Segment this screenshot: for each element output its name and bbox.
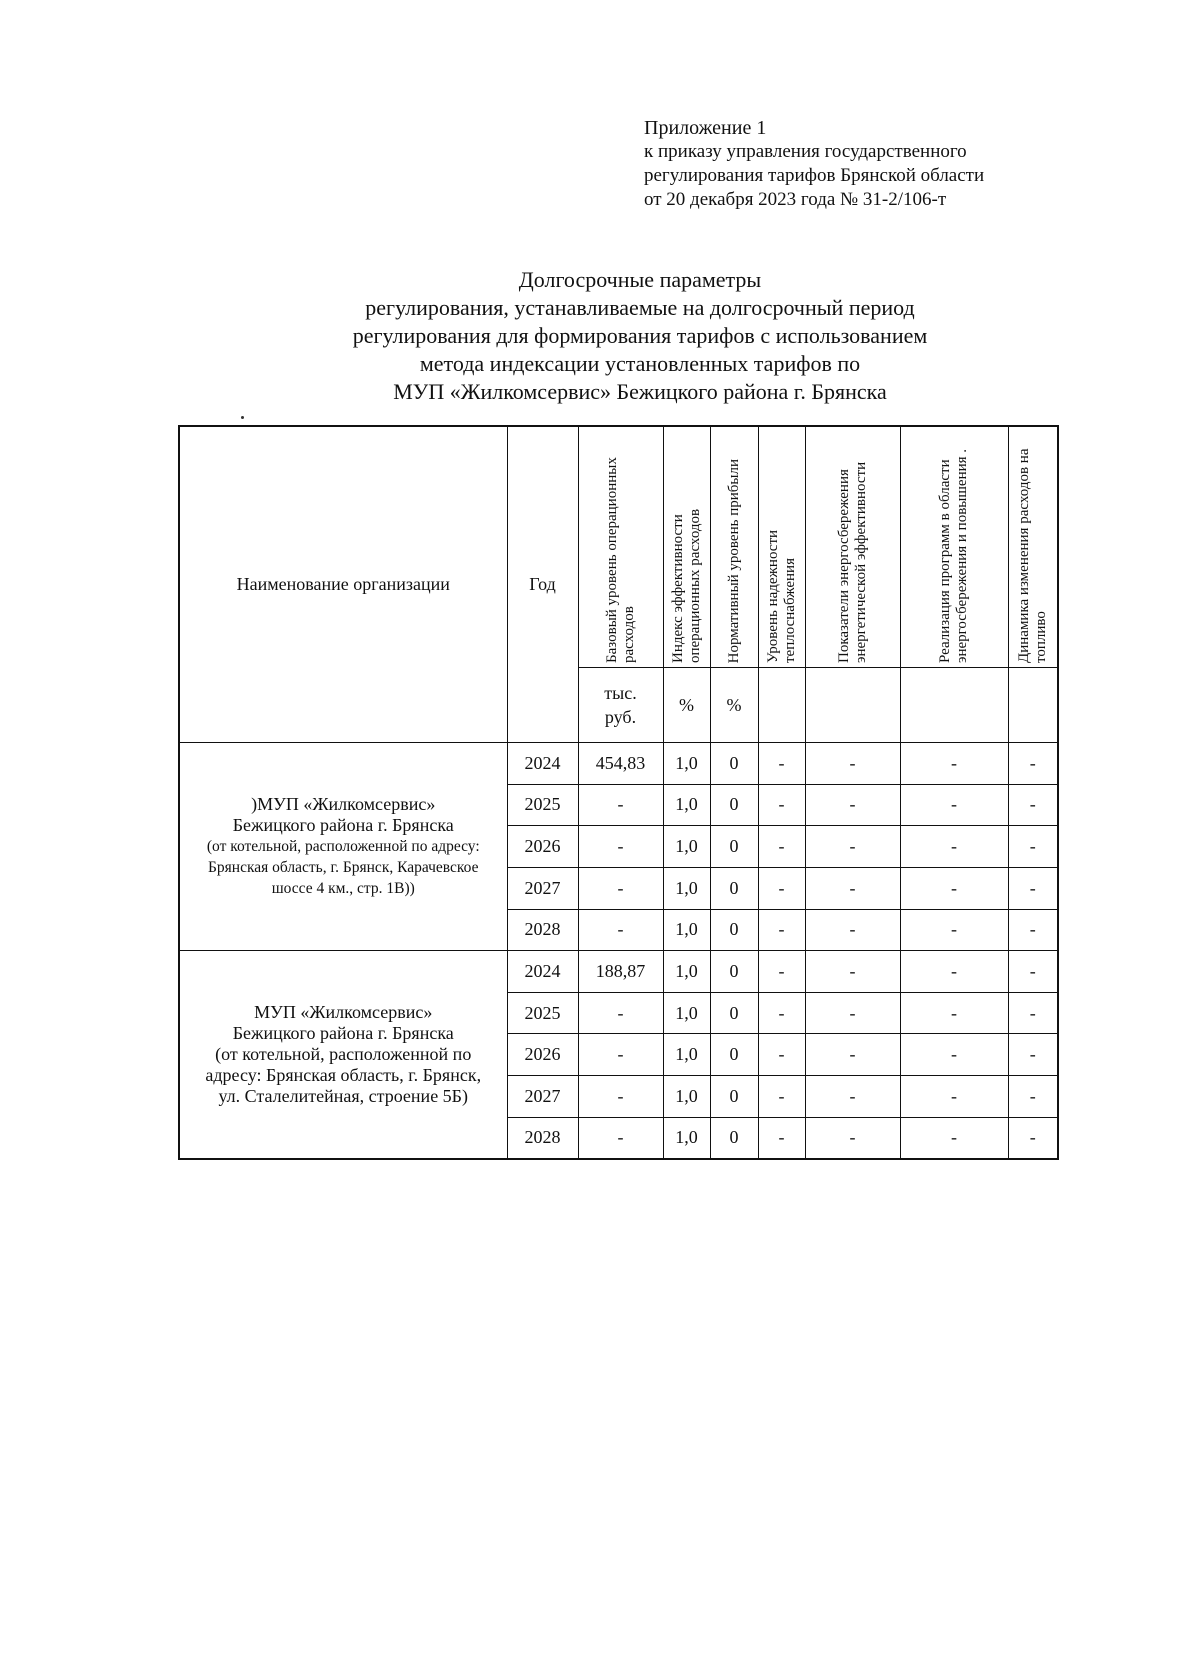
reliability-cell: - xyxy=(758,784,805,826)
year-cell: 2027 xyxy=(507,1076,578,1118)
base-opex-cell: - xyxy=(578,867,663,909)
efficiency-index-cell: 1,0 xyxy=(663,909,710,951)
fuel-dynamics-cell: - xyxy=(1008,1117,1058,1159)
fuel-dynamics-cell: - xyxy=(1008,784,1058,826)
header-normative-level xyxy=(710,426,758,668)
normative-level-cell: 0 xyxy=(710,826,758,868)
year-cell: 2027 xyxy=(507,867,578,909)
unit-line: тыс. xyxy=(604,683,637,703)
year-cell: 2025 xyxy=(507,992,578,1034)
parameters-table xyxy=(178,425,1059,1160)
year-cell: 2024 xyxy=(507,743,578,785)
efficiency-index-cell: 1,0 xyxy=(663,992,710,1034)
efficiency-index-cell: 1,0 xyxy=(663,951,710,993)
org-name-line: Бежицкого района г. Брянска xyxy=(232,1023,454,1044)
header-fuel-dynamics-text: Динамика изменения расходов на топливо xyxy=(1015,448,1049,663)
fuel-dynamics-cell: - xyxy=(1008,992,1058,1034)
programs-cell: - xyxy=(900,951,1008,993)
normative-level-cell: 0 xyxy=(710,867,758,909)
fuel-dynamics-cell: - xyxy=(1008,1076,1058,1118)
header-reliability xyxy=(758,426,805,668)
header-programs-text: Реализация программ в области энергосбережения и повышения . xyxy=(937,448,970,663)
header-programs xyxy=(900,426,1008,668)
org-name-line: Бежицкого района г. Брянска xyxy=(232,815,454,836)
normative-level-cell: 0 xyxy=(710,1076,758,1118)
fuel-dynamics-cell: - xyxy=(1008,743,1058,785)
programs-cell: - xyxy=(900,784,1008,826)
programs-cell: - xyxy=(900,1034,1008,1076)
header-row xyxy=(179,426,1058,668)
unit-fuel-dynamics xyxy=(1008,668,1058,743)
reliability-cell: - xyxy=(758,951,805,993)
normative-level-cell: 0 xyxy=(710,1117,758,1159)
appendix-line: к приказу управления государственного xyxy=(644,141,967,162)
header-fuel-dynamics xyxy=(1008,426,1058,668)
energy-saving-cell: - xyxy=(805,784,900,826)
base-opex-cell: - xyxy=(578,909,663,951)
programs-cell: - xyxy=(900,826,1008,868)
org-name-line: )МУП «Жилкомсервис» xyxy=(251,794,436,815)
base-opex-cell: 454,83 xyxy=(578,743,663,785)
energy-saving-cell: - xyxy=(805,826,900,868)
org-name-line: шоссе 4 км., стр. 1В)) xyxy=(271,880,415,898)
programs-cell: - xyxy=(900,909,1008,951)
title-line: регулирования, устанавливаемые на долгосрочный период xyxy=(365,295,915,320)
title-line: регулирования для формирования тарифов с использованием xyxy=(352,323,928,348)
normative-level-cell: 0 xyxy=(710,951,758,993)
normative-level-cell: 0 xyxy=(710,1034,758,1076)
org-name-cell xyxy=(179,743,507,951)
efficiency-index-cell: 1,0 xyxy=(663,784,710,826)
header-year: Год xyxy=(507,426,578,743)
unit-normative-level: % xyxy=(710,668,758,743)
appendix-block xyxy=(644,116,1084,212)
programs-cell: - xyxy=(900,1076,1008,1118)
efficiency-index-cell: 1,0 xyxy=(663,1034,710,1076)
efficiency-index-cell: 1,0 xyxy=(663,867,710,909)
unit-energy-saving xyxy=(805,668,900,743)
fuel-dynamics-cell: - xyxy=(1008,909,1058,951)
base-opex-cell: - xyxy=(578,1076,663,1118)
programs-cell: - xyxy=(900,1117,1008,1159)
base-opex-cell: - xyxy=(578,1034,663,1076)
normative-level-cell: 0 xyxy=(710,784,758,826)
title-line: метода индексации установленных тарифов по xyxy=(419,351,861,376)
reliability-cell: - xyxy=(758,1034,805,1076)
table-row xyxy=(179,743,1058,785)
energy-saving-cell: - xyxy=(805,867,900,909)
energy-saving-cell: - xyxy=(805,992,900,1034)
fuel-dynamics-cell: - xyxy=(1008,826,1058,868)
programs-cell: - xyxy=(900,743,1008,785)
efficiency-index-cell: 1,0 xyxy=(663,1117,710,1159)
reliability-cell: - xyxy=(758,743,805,785)
energy-saving-cell: - xyxy=(805,951,900,993)
energy-saving-cell: - xyxy=(805,1117,900,1159)
reliability-cell: - xyxy=(758,992,805,1034)
appendix-line: от 20 декабря 2023 года № 31-2/106-т xyxy=(644,189,947,210)
efficiency-index-cell: 1,0 xyxy=(663,743,710,785)
year-cell: 2028 xyxy=(507,1117,578,1159)
org-name-line: адресу: Брянская область, г. Брянск, xyxy=(205,1065,482,1086)
programs-cell: - xyxy=(900,867,1008,909)
reliability-cell: - xyxy=(758,909,805,951)
reliability-cell: - xyxy=(758,867,805,909)
energy-saving-cell: - xyxy=(805,1034,900,1076)
header-reliability-text: Уровень надежности теплоснабжения xyxy=(764,529,798,663)
header-normative-level-text: Нормативный уровень прибыли xyxy=(725,458,742,663)
energy-saving-cell: - xyxy=(805,1076,900,1118)
table-body xyxy=(179,743,1058,1160)
base-opex-cell: - xyxy=(578,1117,663,1159)
header-base-opex-text: Базовый уровень операционных расходов xyxy=(603,457,637,663)
reliability-cell: - xyxy=(758,826,805,868)
header-efficiency-index-text: Индекс эффективности операционных расходов xyxy=(669,508,703,663)
unit-base-opex xyxy=(578,668,663,743)
year-cell: 2025 xyxy=(507,784,578,826)
efficiency-index-cell: 1,0 xyxy=(663,1076,710,1118)
appendix-line: регулирования тарифов Брянской области xyxy=(644,165,985,186)
unit-line: руб. xyxy=(604,707,637,727)
fuel-dynamics-cell: - xyxy=(1008,867,1058,909)
energy-saving-cell: - xyxy=(805,743,900,785)
base-opex-cell: - xyxy=(578,784,663,826)
org-name-line: ул. Сталелитейная, строение 5Б) xyxy=(218,1086,469,1107)
year-cell: 2028 xyxy=(507,909,578,951)
normative-level-cell: 0 xyxy=(710,992,758,1034)
document-title xyxy=(200,266,1080,406)
header-energy-saving-text: Показатели энергосбережения энергетической эффективности xyxy=(835,461,869,663)
unit-reliability xyxy=(758,668,805,743)
year-cell: 2026 xyxy=(507,1034,578,1076)
efficiency-index-cell: 1,0 xyxy=(663,826,710,868)
org-name-cell xyxy=(179,951,507,1159)
normative-level-cell: 0 xyxy=(710,743,758,785)
base-opex-cell: 188,87 xyxy=(578,951,663,993)
org-name-line: МУП «Жилкомсервис» xyxy=(254,1002,433,1023)
normative-level-cell: 0 xyxy=(710,909,758,951)
title-line: МУП «Жилкомсервис» Бежицкого района г. Брянска xyxy=(393,379,887,404)
unit-programs xyxy=(900,668,1008,743)
appendix-title: Приложение 1 xyxy=(644,117,767,139)
org-name-line: Брянская область, г. Брянск, Карачевское xyxy=(208,859,479,877)
energy-saving-cell: - xyxy=(805,909,900,951)
org-name-line: (от котельной, расположенной по xyxy=(215,1044,472,1065)
header-org: Наименование организации xyxy=(179,426,507,743)
scan-artifact-dot xyxy=(241,416,244,419)
header-efficiency-index xyxy=(663,426,710,668)
base-opex-cell: - xyxy=(578,992,663,1034)
table-row xyxy=(179,951,1058,993)
fuel-dynamics-cell: - xyxy=(1008,951,1058,993)
fuel-dynamics-cell: - xyxy=(1008,1034,1058,1076)
reliability-cell: - xyxy=(758,1117,805,1159)
title-line: Долгосрочные параметры xyxy=(518,267,762,292)
base-opex-cell: - xyxy=(578,826,663,868)
reliability-cell: - xyxy=(758,1076,805,1118)
year-cell: 2024 xyxy=(507,951,578,993)
year-cell: 2026 xyxy=(507,826,578,868)
programs-cell: - xyxy=(900,992,1008,1034)
org-name-line: (от котельной, расположенной по адресу: xyxy=(206,838,480,856)
unit-efficiency-index: % xyxy=(663,668,710,743)
header-base-opex xyxy=(578,426,663,668)
header-energy-saving xyxy=(805,426,900,668)
